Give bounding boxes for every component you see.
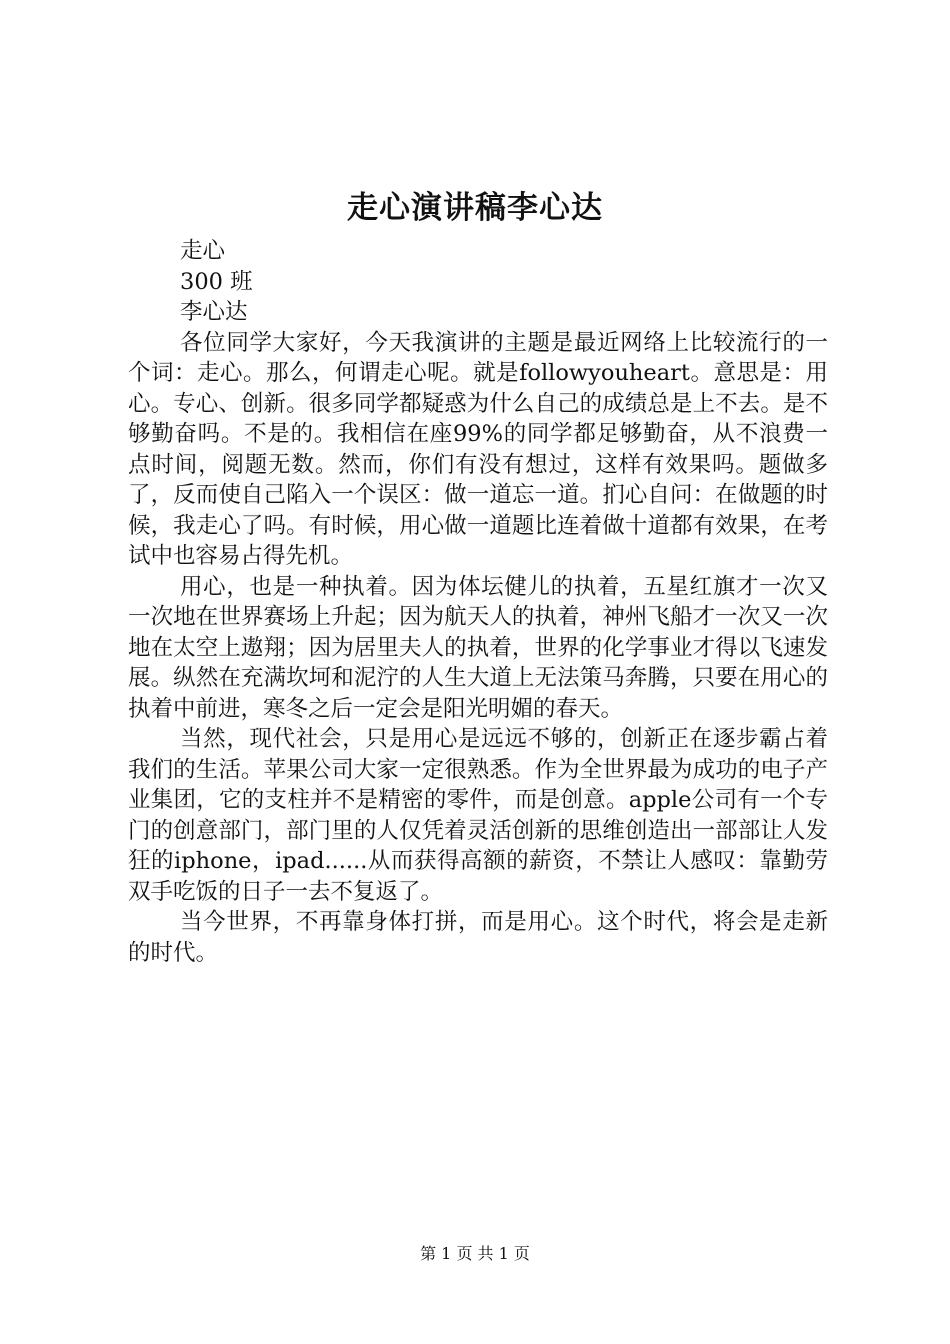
author-line: 李心达 <box>180 299 248 325</box>
page-footer: 第 1 页 共 1 页 <box>420 1244 530 1263</box>
paragraph-1: 各位同学大家好，今天我演讲的主题是最近网络上比较流行的一个词：走心。那么，何谓走心呢。就是followyouheart。意思是：用心。专心、创新。很多同学都疑惑为什么自己的成绩总是上不去。是不够勤奋吗。不是的。我相信在座99%的同学都足够勤奋，从不浪费一点时间，阅题无数。然而，你们有没有想过，这样有效果吗。题做多了，反而使自己陷入一个误区：做一道忘一道。扪心自问：在做题的时候，我走心了吗。有时候，用心做一道题比连着做十道都有效果，在考试中也容易占得先机。 <box>128 329 828 569</box>
paragraph-2: 用心，也是一种执着。因为体坛健儿的执着，五星红旗才一次又一次地在世界赛场上升起；因为航天人的执着，神州飞船才一次又一次地在太空上遨翔；因为居里夫人的执着，世界的化学事业才得以飞速发展。纵然在充满坎坷和泥泞的人生大道上无法策马奔腾，只要在用心的执着中前进，寒冬之后一定会是阳光明媚的春天。 <box>128 573 828 722</box>
class-line: 300 班 <box>180 268 253 295</box>
paragraph-4: 当今世界，不再靠身体打拼，而是用心。这个时代，将会是走新的时代。 <box>128 909 828 966</box>
speech-topic-line: 走心 <box>180 238 226 264</box>
document-title: 走心演讲稿李心达 <box>347 190 603 226</box>
document-body <box>128 236 828 968</box>
paragraph-3: 当然，现代社会，只是用心是远远不够的，创新正在逐步霸占着我们的生活。苹果公司大家一定很熟悉。作为全世界最为成功的电子产业集团，它的支柱并不是精密的零件，而是创意。apple公司有一个专门的创意部门，部门里的人仅凭着灵活创新的思维创造出一部部让人发狂的iphone，ipad......从而获得高额的薪资，不禁让人感叹：靠勤劳双手吃饭的日子一去不复返了。 <box>128 726 828 905</box>
